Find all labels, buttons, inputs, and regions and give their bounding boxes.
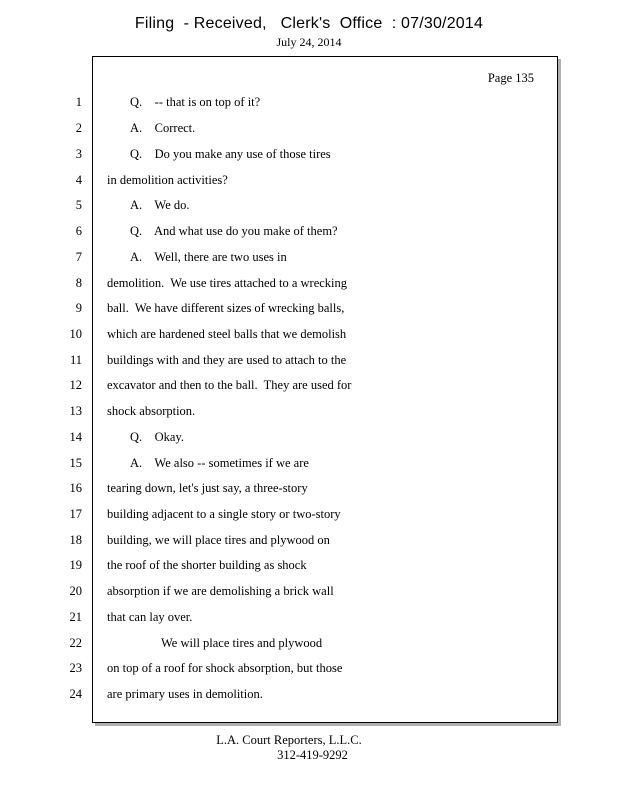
- header-date: July 24, 2014: [276, 35, 342, 49]
- line-number: 15: [69, 456, 82, 470]
- transcript-line: ball. We have different sizes of wrecking balls,: [107, 301, 345, 315]
- footer-phone: 312-419-9292: [277, 748, 348, 762]
- transcript-line: tearing down, let's just say, a three-story: [107, 481, 308, 495]
- filing-stamp: Filing - Received, Clerk's Office : 07/30/2014: [134, 15, 484, 32]
- line-number: 18: [69, 533, 82, 547]
- line-number: 19: [69, 558, 82, 572]
- transcript-line: on top of a roof for shock absorption, but those: [107, 661, 343, 675]
- line-number: 14: [69, 430, 82, 444]
- transcript-line: Q. And what use do you make of them?: [130, 224, 338, 238]
- transcript-line: the roof of the shorter building as shock: [107, 558, 307, 572]
- line-number: 24: [69, 687, 82, 701]
- transcript-line: Q. Okay.: [130, 430, 185, 444]
- transcript-line: buildings with and they are used to attach to the: [107, 353, 347, 367]
- transcript-line: shock absorption.: [107, 404, 196, 418]
- line-number: 10: [69, 327, 82, 341]
- transcript-line: absorption if we are demolishing a brick wall: [107, 584, 334, 598]
- line-number: 23: [69, 661, 82, 675]
- line-number: 12: [69, 378, 82, 392]
- transcript-line: building adjacent to a single story or two-story: [107, 507, 341, 521]
- line-number: 16: [69, 481, 82, 495]
- transcript-line: are primary uses in demolition.: [107, 687, 263, 701]
- transcript-line: building, we will place tires and plywood on: [107, 533, 330, 547]
- transcript-line: demolition. We use tires attached to a wrecking: [107, 276, 348, 290]
- transcript-line: We will place tires and plywood: [161, 636, 323, 650]
- line-number: 20: [69, 584, 82, 598]
- line-number: 3: [75, 147, 82, 161]
- transcript-line: A. Correct.: [130, 121, 196, 135]
- transcript-line: A. Well, there are two uses in: [130, 250, 287, 264]
- line-number: 7: [75, 250, 82, 264]
- transcript-line: excavator and then to the ball. They are used for: [107, 378, 352, 392]
- line-number: 4: [75, 173, 82, 187]
- line-number: 9: [75, 301, 82, 315]
- transcript-line: Q. -- that is on top of it?: [130, 95, 261, 109]
- transcript-line: A. We do.: [130, 198, 190, 212]
- transcript-line: that can lay over.: [107, 610, 193, 624]
- transcript-line: in demolition activities?: [107, 173, 228, 187]
- transcript-line: which are hardened steel balls that we demolish: [107, 327, 347, 341]
- transcript-line: Q. Do you make any use of those tires: [130, 147, 331, 161]
- page-number: Page 135: [487, 71, 534, 85]
- line-number: 8: [75, 276, 82, 290]
- transcript-line: A. We also -- sometimes if we are: [130, 456, 309, 470]
- line-number: 5: [75, 198, 82, 212]
- footer-reporter: L.A. Court Reporters, L.L.C.: [216, 733, 362, 747]
- line-number: 1: [75, 95, 82, 109]
- line-number: 22: [69, 636, 82, 650]
- line-number: 2: [75, 121, 82, 135]
- line-number: 21: [69, 610, 82, 624]
- line-number: 13: [69, 404, 82, 418]
- line-number: 6: [75, 224, 82, 238]
- line-number: 11: [69, 353, 82, 367]
- line-number: 17: [69, 507, 82, 521]
